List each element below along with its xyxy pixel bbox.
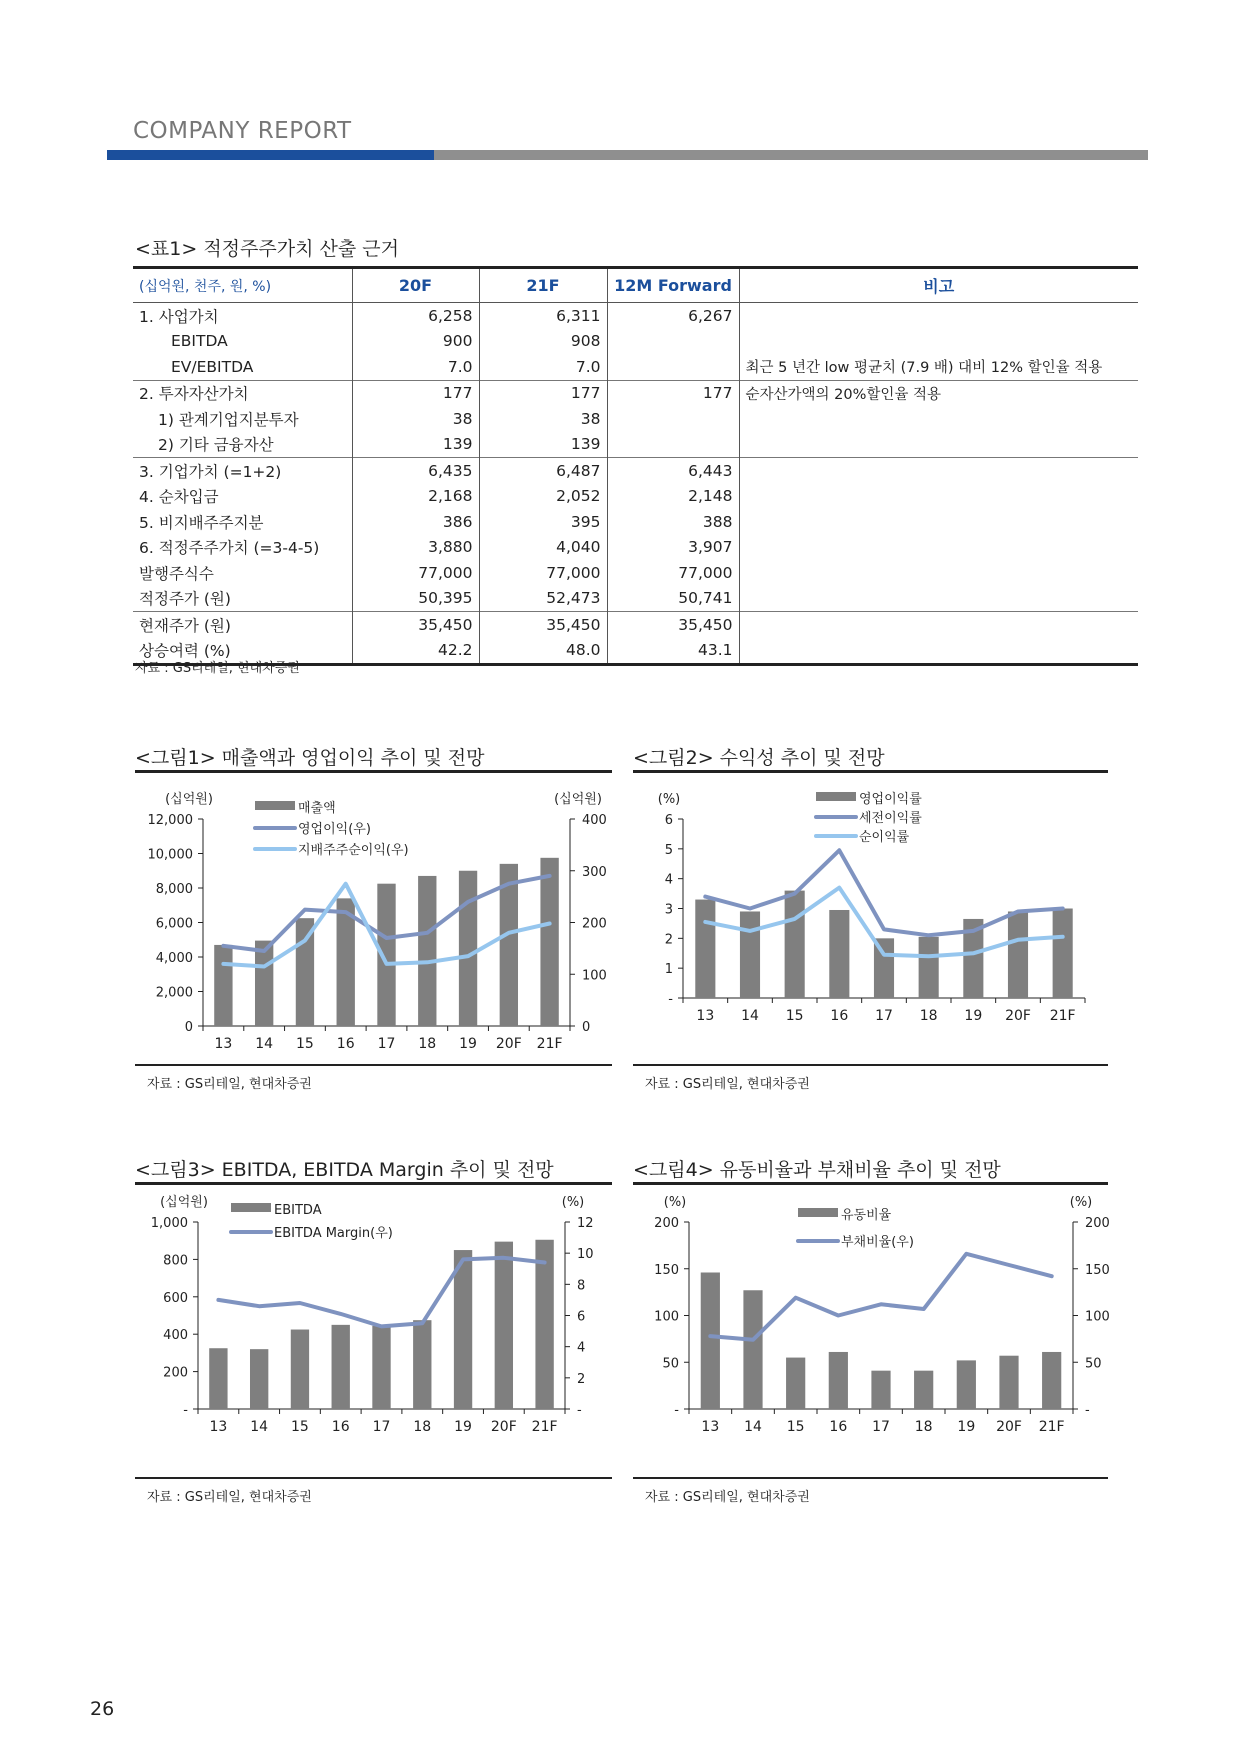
row-label: 3. 기업가치 (=1+2) bbox=[133, 458, 352, 484]
left-axis-unit: (%) bbox=[663, 1195, 687, 1210]
left-tick-label: 600 bbox=[163, 1290, 188, 1306]
x-tick-label: 21F bbox=[536, 1036, 563, 1052]
bar-영업이익률 bbox=[695, 900, 715, 998]
right-tick-label: 8 bbox=[577, 1278, 586, 1294]
bar-매출액 bbox=[255, 941, 273, 1026]
cell-20f: 38 bbox=[352, 406, 479, 432]
right-tick-label: 300 bbox=[582, 864, 607, 880]
cell-21f: 52,473 bbox=[479, 586, 607, 612]
figure4-source: 자료 : GS리테일, 현대차증권 bbox=[645, 1490, 810, 1505]
table-row bbox=[133, 586, 1138, 612]
bar-EBITDA bbox=[454, 1250, 472, 1409]
bar-유동비율 bbox=[1042, 1352, 1061, 1409]
x-tick-label: 14 bbox=[741, 1008, 759, 1024]
table-row bbox=[133, 406, 1138, 432]
cell-note bbox=[739, 612, 1138, 638]
cell-12m bbox=[607, 432, 739, 458]
table-row bbox=[133, 380, 1138, 406]
bar-EBITDA bbox=[209, 1348, 227, 1409]
bar-EBITDA bbox=[413, 1320, 431, 1409]
cell-12m bbox=[607, 354, 739, 380]
cell-21f: 4,040 bbox=[479, 535, 607, 561]
row-label: 5. 비지배주주지분 bbox=[139, 513, 264, 532]
left-tick-label: 1,000 bbox=[150, 1216, 188, 1231]
x-tick-label: 18 bbox=[919, 1008, 938, 1024]
figure3-bottom-rule bbox=[135, 1477, 612, 1479]
legend-label: 영업이익률 bbox=[859, 792, 922, 807]
legend-label: 유동비율 bbox=[841, 1208, 892, 1223]
table-row bbox=[133, 612, 1138, 638]
left-tick-label: 150 bbox=[654, 1262, 679, 1278]
right-tick-label: 6 bbox=[577, 1309, 586, 1325]
left-tick-label: 6,000 bbox=[155, 916, 193, 932]
right-tick-label: 0 bbox=[582, 1020, 591, 1035]
cell-20f: 35,450 bbox=[352, 612, 479, 638]
x-tick-label: 13 bbox=[214, 1036, 233, 1052]
table-row bbox=[133, 484, 1138, 510]
cell-21f: 38 bbox=[479, 406, 607, 432]
cell-20f: 50,395 bbox=[352, 586, 479, 612]
bar-영업이익률 bbox=[919, 937, 939, 998]
table-row bbox=[133, 432, 1138, 458]
right-tick-label: - bbox=[577, 1403, 582, 1418]
row-label: 적정주가 (원) bbox=[139, 590, 231, 609]
row-label: EBITDA bbox=[171, 332, 228, 351]
cell-note bbox=[739, 560, 1138, 586]
cell-21f: 48.0 bbox=[479, 638, 607, 665]
cell-21f: 177 bbox=[479, 380, 607, 406]
cell-note bbox=[739, 303, 1138, 329]
x-tick-label: 20F bbox=[996, 1419, 1022, 1435]
right-tick-label: 12 bbox=[577, 1216, 594, 1231]
cell-20f: 386 bbox=[352, 509, 479, 535]
cell-21f: 77,000 bbox=[479, 560, 607, 586]
table1-source: 자료 : GS리테일, 현대차증권 bbox=[135, 661, 300, 676]
legend-label: 순이익률 bbox=[859, 830, 910, 845]
x-tick-label: 21F bbox=[1049, 1008, 1076, 1024]
right-axis-unit: (%) bbox=[561, 1195, 585, 1210]
right-tick-label: 4 bbox=[577, 1340, 586, 1356]
left-tick-label: 12,000 bbox=[147, 813, 193, 828]
cell-12m: 177 bbox=[607, 380, 739, 406]
figure2-bottom-rule bbox=[633, 1064, 1108, 1066]
legend-label: 영업이익(우) bbox=[298, 822, 371, 837]
figure3-title-rule bbox=[135, 1182, 612, 1185]
left-tick-label: 4 bbox=[664, 872, 673, 888]
cell-21f: 395 bbox=[479, 509, 607, 535]
cell-20f: 139 bbox=[352, 432, 479, 458]
bar-영업이익률 bbox=[740, 911, 760, 998]
cell-note bbox=[739, 535, 1138, 561]
bar-유동비율 bbox=[999, 1356, 1018, 1409]
left-tick-label: 5 bbox=[664, 842, 673, 858]
x-tick-label: 15 bbox=[296, 1036, 314, 1052]
x-tick-label: 13 bbox=[696, 1008, 715, 1024]
row-label: 2) 기타 금융자산 bbox=[158, 436, 274, 455]
legend-label: EBITDA Margin(우) bbox=[274, 1226, 393, 1241]
x-tick-label: 17 bbox=[872, 1419, 890, 1435]
x-tick-label: 14 bbox=[255, 1036, 274, 1052]
right-tick-label: 10 bbox=[577, 1247, 594, 1263]
column-header: (십억원, 천주, 원, %) bbox=[133, 268, 352, 303]
left-tick-label: 200 bbox=[163, 1365, 188, 1381]
row-label: 현재주가 (원) bbox=[133, 612, 352, 638]
right-tick-label: - bbox=[1085, 1403, 1090, 1418]
legend-label: 세전이익률 bbox=[859, 811, 922, 826]
bar-유동비율 bbox=[743, 1290, 762, 1409]
bar-유동비율 bbox=[786, 1358, 805, 1409]
figure1-chart bbox=[135, 780, 615, 1062]
legend-label: 지배주주순이익(우) bbox=[298, 843, 409, 858]
legend-label: 부채비율(우) bbox=[841, 1235, 914, 1250]
right-tick-label: 50 bbox=[1085, 1356, 1102, 1372]
row-label: 4. 순차입금 bbox=[139, 488, 219, 507]
table-row bbox=[133, 458, 1138, 484]
cell-21f: 2,052 bbox=[479, 484, 607, 510]
bar-EBITDA bbox=[372, 1326, 390, 1409]
cell-note bbox=[739, 638, 1138, 665]
cell-note bbox=[739, 484, 1138, 510]
left-tick-label: 8,000 bbox=[155, 882, 193, 897]
left-tick-label: 2 bbox=[664, 932, 673, 948]
legend-swatch-bar bbox=[798, 1208, 838, 1217]
x-tick-label: 17 bbox=[377, 1036, 396, 1052]
cell-12m: 2,148 bbox=[607, 484, 739, 510]
left-tick-label: - bbox=[183, 1403, 188, 1418]
x-tick-label: 15 bbox=[291, 1419, 309, 1435]
legend-swatch-bar bbox=[816, 792, 856, 801]
cell-20f: 7.0 bbox=[352, 354, 479, 380]
legend-label: EBITDA bbox=[274, 1203, 322, 1218]
left-tick-label: 50 bbox=[662, 1356, 679, 1372]
cell-20f: 42.2 bbox=[352, 638, 479, 665]
x-tick-label: 18 bbox=[413, 1419, 432, 1435]
x-tick-label: 14 bbox=[744, 1419, 762, 1435]
table-row bbox=[133, 303, 1138, 329]
figure3-source: 자료 : GS리테일, 현대차증권 bbox=[147, 1490, 312, 1505]
figure1-title: <그림1> 매출액과 영업이익 추이 및 전망 bbox=[135, 747, 485, 769]
right-tick-label: 2 bbox=[577, 1371, 586, 1387]
left-tick-label: 400 bbox=[163, 1328, 188, 1344]
left-tick-label: - bbox=[674, 1403, 679, 1418]
row-label: 6. 적정주주가치 (=3-4-5) bbox=[139, 539, 320, 558]
cell-20f: 6,435 bbox=[352, 458, 479, 484]
bar-영업이익률 bbox=[1053, 909, 1073, 999]
cell-12m: 77,000 bbox=[607, 560, 739, 586]
cell-12m: 6,443 bbox=[607, 458, 739, 484]
cell-21f: 6,487 bbox=[479, 458, 607, 484]
left-tick-label: 3 bbox=[664, 902, 673, 918]
cell-note: 순자산가액의 20%할인율 적용 bbox=[739, 380, 1138, 406]
left-tick-label: 4,000 bbox=[155, 951, 193, 966]
cell-note bbox=[739, 329, 1138, 355]
right-tick-label: 200 bbox=[1085, 1216, 1110, 1231]
row-label: 상승여력 (%) bbox=[133, 638, 352, 665]
table-row bbox=[133, 509, 1138, 535]
column-header: 21F bbox=[479, 268, 607, 303]
legend-label: 매출액 bbox=[298, 801, 336, 816]
x-tick-label: 16 bbox=[830, 1008, 849, 1024]
right-tick-label: 150 bbox=[1085, 1262, 1110, 1278]
bar-EBITDA bbox=[535, 1240, 553, 1409]
figure4-bottom-rule bbox=[633, 1477, 1108, 1479]
cell-21f: 908 bbox=[479, 329, 607, 355]
cell-21f: 35,450 bbox=[479, 612, 607, 638]
bar-유동비율 bbox=[871, 1371, 890, 1409]
figure2-source: 자료 : GS리테일, 현대차증권 bbox=[645, 1077, 810, 1092]
figure3-chart bbox=[135, 1192, 615, 1474]
bar-영업이익률 bbox=[1008, 911, 1028, 998]
x-tick-label: 17 bbox=[875, 1008, 893, 1024]
x-tick-label: 15 bbox=[786, 1419, 805, 1435]
bar-유동비율 bbox=[701, 1272, 720, 1409]
cell-note bbox=[739, 458, 1138, 484]
figure2-title: <그림2> 수익성 추이 및 전망 bbox=[633, 747, 885, 769]
figure3-title: <그림3> EBITDA, EBITDA Margin 추이 및 전망 bbox=[135, 1159, 554, 1181]
column-header: 12M Forward bbox=[607, 268, 739, 303]
x-tick-label: 19 bbox=[957, 1419, 976, 1435]
figure1-source: 자료 : GS리테일, 현대차증권 bbox=[147, 1077, 312, 1092]
cell-note bbox=[739, 432, 1138, 458]
right-tick-label: 200 bbox=[582, 916, 607, 932]
bar-영업이익률 bbox=[829, 910, 849, 998]
cell-12m: 43.1 bbox=[607, 638, 739, 665]
bar-EBITDA bbox=[291, 1330, 309, 1409]
cell-21f: 7.0 bbox=[479, 354, 607, 380]
table1-title: <표1> 적정주주가치 산출 근거 bbox=[135, 238, 399, 260]
cell-20f: 6,258 bbox=[352, 303, 479, 329]
header-bar-blue bbox=[107, 150, 434, 160]
page-number: 26 bbox=[90, 1698, 115, 1720]
bar-매출액 bbox=[418, 876, 436, 1026]
left-tick-label: 2,000 bbox=[155, 985, 193, 1001]
legend-swatch-bar bbox=[255, 801, 295, 810]
figure4-chart bbox=[633, 1192, 1113, 1474]
cell-12m: 388 bbox=[607, 509, 739, 535]
figure2-title-rule bbox=[633, 770, 1108, 773]
table-row bbox=[133, 560, 1138, 586]
x-tick-label: 20F bbox=[490, 1419, 517, 1435]
cell-note bbox=[739, 406, 1138, 432]
legend-swatch-bar bbox=[231, 1203, 271, 1212]
column-header: 20F bbox=[352, 268, 479, 303]
cell-12m bbox=[607, 406, 739, 432]
figure1-bottom-rule bbox=[135, 1064, 612, 1066]
x-tick-label: 20F bbox=[1005, 1008, 1031, 1024]
left-tick-label: - bbox=[668, 992, 673, 1007]
x-tick-label: 14 bbox=[250, 1419, 269, 1435]
row-label: 1. 사업가치 bbox=[139, 307, 219, 326]
left-tick-label: 800 bbox=[163, 1253, 188, 1269]
left-axis-unit: (%) bbox=[657, 792, 681, 807]
bar-매출액 bbox=[459, 871, 477, 1026]
x-tick-label: 17 bbox=[372, 1419, 391, 1435]
figure4-title-rule bbox=[633, 1182, 1108, 1185]
cell-12m: 50,741 bbox=[607, 586, 739, 612]
bar-매출액 bbox=[214, 945, 232, 1026]
bar-유동비율 bbox=[914, 1371, 933, 1409]
bar-유동비율 bbox=[957, 1360, 976, 1409]
left-axis-unit: (십억원) bbox=[165, 792, 213, 807]
x-tick-label: 18 bbox=[418, 1036, 437, 1052]
bar-영업이익률 bbox=[785, 891, 805, 998]
cell-20f: 77,000 bbox=[352, 560, 479, 586]
right-tick-label: 400 bbox=[582, 813, 607, 828]
report-header-title: COMPANY REPORT bbox=[133, 118, 352, 144]
figure2-chart bbox=[633, 780, 1113, 1062]
table-header-row bbox=[133, 268, 1138, 303]
cell-20f: 177 bbox=[352, 380, 479, 406]
bar-유동비율 bbox=[829, 1352, 848, 1409]
table-row bbox=[133, 329, 1138, 355]
row-label: EV/EBITDA bbox=[171, 357, 254, 376]
column-header: 비고 bbox=[739, 268, 1138, 303]
left-tick-label: 6 bbox=[664, 813, 673, 828]
bar-EBITDA bbox=[332, 1325, 350, 1409]
left-tick-label: 100 bbox=[654, 1309, 679, 1325]
cell-12m: 6,267 bbox=[607, 303, 739, 329]
cell-12m bbox=[607, 329, 739, 355]
cell-20f: 900 bbox=[352, 329, 479, 355]
cell-note bbox=[739, 586, 1138, 612]
left-tick-label: 10,000 bbox=[147, 847, 193, 863]
cell-12m: 35,450 bbox=[607, 612, 739, 638]
x-tick-label: 18 bbox=[914, 1419, 933, 1435]
cell-note bbox=[739, 509, 1138, 535]
x-tick-label: 16 bbox=[336, 1036, 355, 1052]
row-label: 1) 관계기업지분투자 bbox=[158, 410, 299, 429]
bar-EBITDA bbox=[250, 1349, 268, 1409]
x-tick-label: 15 bbox=[785, 1008, 804, 1024]
figure1-title-rule bbox=[135, 770, 612, 773]
bar-매출액 bbox=[540, 858, 558, 1026]
valuation-table bbox=[133, 266, 1138, 666]
figure4-title: <그림4> 유동비율과 부채비율 추이 및 전망 bbox=[633, 1159, 1001, 1181]
left-tick-label: 200 bbox=[654, 1216, 679, 1231]
cell-20f: 2,168 bbox=[352, 484, 479, 510]
x-tick-label: 21F bbox=[1038, 1419, 1065, 1435]
left-tick-label: 0 bbox=[184, 1020, 193, 1035]
cell-12m: 3,907 bbox=[607, 535, 739, 561]
x-tick-label: 13 bbox=[701, 1419, 720, 1435]
cell-20f: 3,880 bbox=[352, 535, 479, 561]
x-tick-label: 16 bbox=[829, 1419, 848, 1435]
table-row bbox=[133, 354, 1138, 380]
x-tick-label: 20F bbox=[495, 1036, 522, 1052]
right-axis-unit: (십억원) bbox=[554, 792, 602, 807]
left-tick-label: 1 bbox=[664, 962, 673, 978]
left-axis-unit: (십억원) bbox=[160, 1195, 208, 1210]
header-bar-gray bbox=[434, 150, 1148, 160]
cell-21f: 6,311 bbox=[479, 303, 607, 329]
right-tick-label: 100 bbox=[1085, 1309, 1110, 1325]
x-tick-label: 13 bbox=[209, 1419, 228, 1435]
bar-EBITDA bbox=[495, 1242, 513, 1409]
cell-note: 최근 5 년간 low 평균치 (7.9 배) 대비 12% 할인율 적용 bbox=[739, 354, 1138, 380]
right-tick-label: 100 bbox=[582, 968, 607, 984]
row-label: 발행주식수 bbox=[139, 564, 214, 583]
x-tick-label: 19 bbox=[459, 1036, 477, 1052]
table-row bbox=[133, 535, 1138, 561]
row-label: 2. 투자자산가치 bbox=[133, 380, 352, 406]
cell-21f: 139 bbox=[479, 432, 607, 458]
x-tick-label: 21F bbox=[531, 1419, 558, 1435]
x-tick-label: 16 bbox=[331, 1419, 350, 1435]
x-tick-label: 19 bbox=[454, 1419, 472, 1435]
x-tick-label: 19 bbox=[964, 1008, 983, 1024]
right-axis-unit: (%) bbox=[1069, 1195, 1093, 1210]
